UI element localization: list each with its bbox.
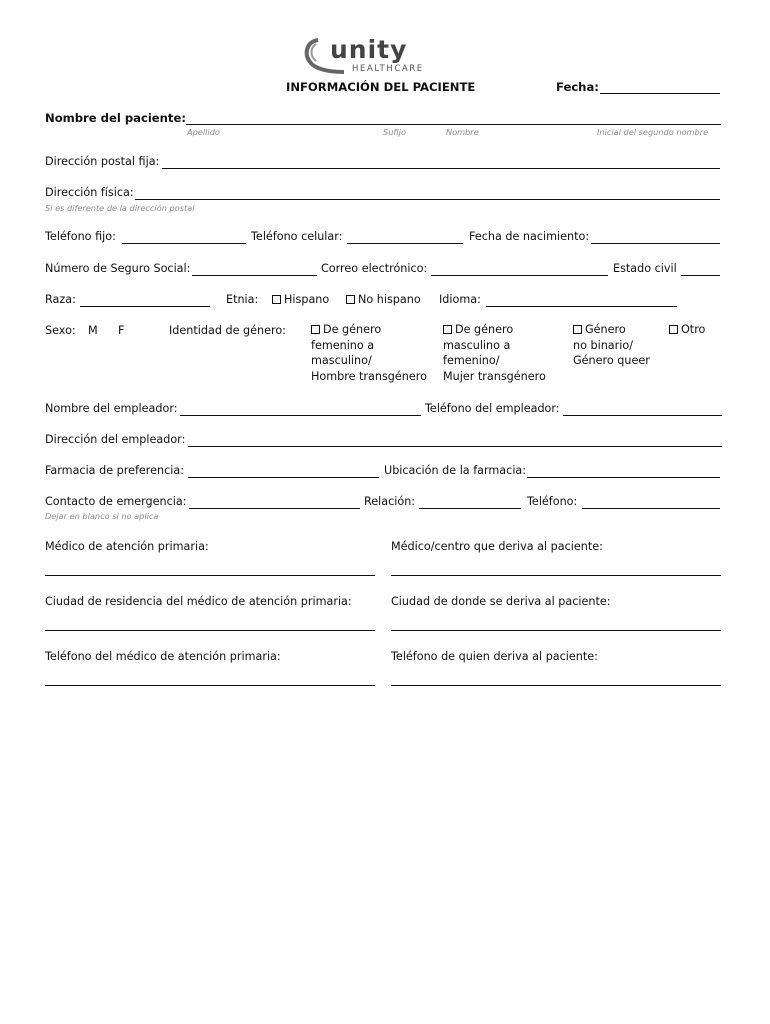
svg-text:HEALTHCARE: HEALTHCARE	[352, 64, 424, 74]
pharmacy-location-label: Ubicación de la farmacia:	[384, 464, 527, 477]
ssn-field[interactable]	[192, 275, 317, 276]
marital-status-field[interactable]	[681, 275, 720, 276]
mailing-address-label: Dirección postal fija:	[45, 155, 160, 168]
sublabel-middle-initial: Inicial del segundo nombre	[597, 127, 709, 137]
referrer-city-field[interactable]	[391, 630, 721, 631]
svg-text:unity: unity	[330, 35, 408, 64]
gender-option-nonbinary[interactable]: Género no binario/ Género queer	[573, 323, 650, 367]
sublabel-suffix: Sufijo	[383, 127, 406, 137]
referrer-field[interactable]	[391, 575, 721, 576]
patient-name-label: Nombre del paciente:	[45, 111, 186, 125]
sex-option-f[interactable]: F	[118, 324, 125, 337]
referrer-phone-label: Teléfono de quien deriva al paciente:	[391, 650, 598, 663]
mailing-address-field[interactable]	[162, 168, 720, 169]
ethnicity-label: Etnia:	[226, 293, 259, 306]
referrer-city-label: Ciudad de donde se deriva al paciente:	[391, 595, 611, 608]
race-label: Raza:	[45, 293, 76, 306]
other-checkbox[interactable]	[669, 325, 678, 334]
employer-address-label: Dirección del empleador:	[45, 433, 186, 446]
email-field[interactable]	[431, 275, 608, 276]
sex-option-m[interactable]: M	[88, 324, 98, 337]
pcp-label: Médico de atención primaria:	[45, 540, 209, 553]
cell-phone-field[interactable]	[347, 243, 463, 244]
emergency-phone-label: Teléfono:	[527, 495, 578, 508]
hispanic-checkbox[interactable]	[272, 295, 281, 304]
dob-label: Fecha de nacimiento:	[469, 230, 590, 243]
employer-name-field[interactable]	[180, 415, 421, 416]
referrer-label: Médico/centro que deriva al paciente:	[391, 540, 603, 553]
sex-label: Sexo:	[45, 324, 76, 337]
emergency-phone-field[interactable]	[582, 508, 720, 509]
gender-option-other[interactable]: Otro	[669, 322, 705, 338]
ssn-label: Número de Seguro Social:	[45, 262, 191, 275]
gender-option-trans-woman[interactable]: De género masculino a femenino/ Mujer transgénero	[443, 323, 546, 383]
emergency-contact-field[interactable]	[189, 508, 360, 509]
language-field[interactable]	[486, 306, 677, 307]
non-hispanic-checkbox[interactable]	[346, 295, 355, 304]
employer-phone-label: Teléfono del empleador:	[425, 402, 560, 415]
gender-identity-label: Identidad de género:	[169, 324, 286, 337]
sublabel-last-name: Apellido	[187, 127, 220, 137]
unity-healthcare-logo	[304, 34, 468, 78]
pcp-field[interactable]	[45, 575, 375, 576]
email-label: Correo electrónico:	[321, 262, 428, 275]
hispanic-option[interactable]: Hispano	[272, 293, 329, 306]
pcp-city-field[interactable]	[45, 630, 375, 631]
gender-option-trans-man[interactable]: De género femenino a masculino/ Hombre transgénero	[311, 323, 427, 383]
pharmacy-field[interactable]	[188, 477, 379, 478]
pharmacy-location-field[interactable]	[527, 477, 720, 478]
sublabel-first-name: Nombre	[446, 127, 479, 137]
emergency-contact-label: Contacto de emergencia:	[45, 495, 187, 508]
physical-address-note: Si es diferente de la dirección postal	[45, 203, 195, 213]
trans-woman-checkbox[interactable]	[443, 325, 452, 334]
physical-address-field[interactable]	[135, 199, 720, 200]
trans-man-checkbox[interactable]	[311, 325, 320, 334]
employer-phone-field[interactable]	[563, 415, 722, 416]
employer-address-field[interactable]	[188, 446, 722, 447]
cell-phone-label: Teléfono celular:	[251, 230, 343, 243]
referrer-phone-field[interactable]	[391, 685, 721, 686]
pcp-city-label: Ciudad de residencia del médico de atención primaria:	[45, 595, 352, 608]
employer-name-label: Nombre del empleador:	[45, 402, 178, 415]
date-field[interactable]	[600, 93, 720, 94]
marital-status-label: Estado civil	[613, 262, 677, 275]
patient-name-field[interactable]	[186, 124, 721, 125]
emergency-note: Dejar en blanco si no aplica	[45, 511, 159, 521]
non-hispanic-option[interactable]: No hispano	[346, 293, 421, 306]
home-phone-label: Teléfono fijo:	[45, 230, 116, 243]
relation-field[interactable]	[419, 508, 521, 509]
language-label: Idioma:	[439, 293, 481, 306]
dob-field[interactable]	[591, 243, 720, 244]
date-label: Fecha:	[556, 80, 599, 94]
form-title: INFORMACIÓN DEL PACIENTE	[286, 80, 476, 94]
physical-address-label: Dirección física:	[45, 186, 134, 199]
pharmacy-label: Farmacia de preferencia:	[45, 464, 185, 477]
nonbinary-checkbox[interactable]	[573, 325, 582, 334]
pcp-phone-field[interactable]	[45, 685, 375, 686]
home-phone-field[interactable]	[122, 243, 246, 244]
relation-label: Relación:	[364, 495, 416, 508]
race-field[interactable]	[80, 306, 210, 307]
pcp-phone-label: Teléfono del médico de atención primaria:	[45, 650, 281, 663]
